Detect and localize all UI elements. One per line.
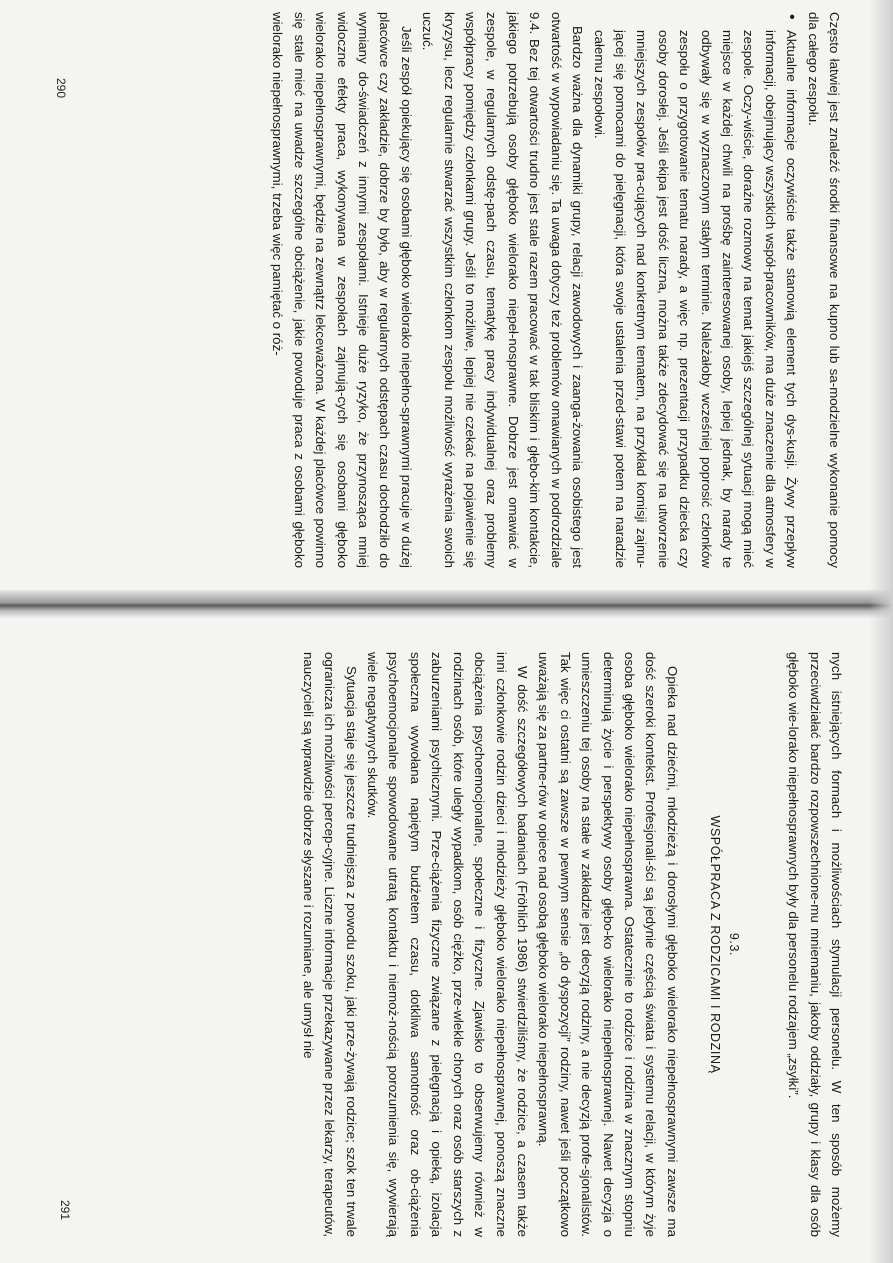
- section-title: WSPÓŁPRACA Z RODZICAMI I RODZINĄ: [707, 815, 722, 1074]
- book-gutter: [0, 590, 893, 618]
- page-number-291: 291: [58, 1200, 72, 1221]
- bullet-paragraph: • Aktualne informacje oczywiście także stanowią element tych dys-kusji. Żywy przepływ informacji, obejmujący wszystkich współ-pracowników, ma duże znaczenie dla atmosfery w zespole. Oczy-wiście, doraźne rozmowy na temat jakiejś szczególnej sytuacji mogą mieć miejsce w każdej chwili na prośbę zainteresowanej osoby, lepiej jednak, by narady te odbywały się w wyznaczonym stałym terminie. Należałoby wcześniej poprosić członków zespołu o przygotowanie tematu narady, a więc np. prezentacji przypadku dziecka czy osoby dorosłej. Jeśli ekipa jest dość liczna, można także zdecydować się na utworzenie mniejszych zespołów pra-cujących nad konkretnym tematem, na przykład komisji zajmu-jącej się pomocami do pielęgnacji, która swoje ustalenia przed-stawi potem na naradzie całemu zespołowi.: [591, 30, 800, 568]
- paragraph: Sytuacja staje się jeszcze trudniejsza z powodu szoku, jaki prze-żywają rodzice; szok ten trwale ogranicza ich możliwości percep-cyjne. Liczne informacje przekazywane przez lekarzy, terapeutów, nauczycieli są wprawdzie dobrze słyszane i rozumiane, ale umysł nie: [300, 652, 359, 1237]
- list-item: [588, 30, 802, 568]
- paragraph: W dość szczegółowych badaniach (Fröhlich 1986) stwierdziliśmy, że rodzice, a czasem także inni członkowie rodzin dzieci i młodzieży głęboko wielorako niepełnosprawnej, ponoszą znaczne obciążenia psychoemocjonalne, społeczne i fizyczne. Zjawisko to obserwujemy również w rodzinach osób, które uległy wypadkom, osób ciężko, prze-wlekle chorych oraz osób starszych z zaburzeniami psychicznymi. Prze-ciążenia fizyczne związane z pielęgnacją i opieką, izolacja społeczna wywołana napiętym budżetem czasu, dotkliwa samotność oraz ob-ciążenia psychoemocjonalne spowodowane utratą kontaktu i niemoż-nością porozumienia się, wywierają wiele negatywnych skutków.: [365, 652, 530, 1237]
- page-number-290: 290: [54, 78, 68, 99]
- page-290-text: [267, 12, 845, 568]
- paragraph: nych istniejących formach i możliwościach stymulacji personelu. W ten sposób możemy przeciwdziałać bardzo rozpowszechnione-mu mniemaniu, jakoby oddziały, grupy i klasy dla osób głęboko wie-lorako niepełnosprawnych były dla personelu rodzajem „zsyłki”.: [786, 652, 844, 1237]
- paragraph: Bardzo ważna dla dynamiki grupy, relacji zawodowych i zaanga-żowania osobistego jest otwartość w wypowiadaniu się. Ta uwaga dotyczy też problemów omawianych w podrozdziale 9.4. Bez tej otwartości trudno jest stale razem pracować w tak bliskim i głębo-kim kontakcie, jakiego potrzebują osoby głęboko wielorako niepeł-nosprawne. Dobrze jest omawiać w zespole, w regularnych odstę-pach czasu, tematykę pracy indywidualnej oraz problemy współpracy pomiędzy członkami grupy. Jeśli to możliwe, lepiej nie czekać na pojawienie się kryzysu, lecz regularnie stwarzać wszystkim członkom zespołu możliwość wyrażenia swoich uczuć.: [420, 12, 586, 568]
- page-edge-shadow: [869, 0, 893, 1263]
- paragraph: Opieka nad dziećmi, młodzieżą i dorosłymi głęboko wielorako niepełnosprawnymi zawsze ma dość szeroki kontekst. Profesjonali-ści są jedynie częścią świata i systemu relacji, w którym żyje osoba głęboko wielorako niepełnosprawna. Ostatecznie to rodzice i rodzina w znacznym stopniu determinują życie i perspektywy osoby głębo-ko wielorako niepełnosprawnej. Nawet decyzja o umieszczeniu tej osoby na stałe w zakładzie jest decyzją rodziny, a nie decyzją profe-sjonalistów. Tak więc ci ostatni są zawsze w pewnym sensie „do dyspozycji” rodziny, nawet jeśli początkowo uważają się za partne-rów w opiece nad osobą głęboko wielorako niepełnosprawną.: [536, 652, 680, 1237]
- bullet-list: [588, 12, 802, 568]
- section-number: 9.3.: [726, 932, 741, 957]
- paragraph: Często łatwiej jest znaleźć środki finansowe na kupno lub sa-modzielne wykonanie pomocy dla całego zespołu.: [805, 12, 842, 568]
- page-291-text: [297, 652, 847, 1237]
- section-heading: [705, 652, 743, 1237]
- paragraph: Jeśli zespół opiekujący się osobami głęboko wielorako niepełno-sprawnymi pracuje w dużej placówce czy zakładzie, dobrze by było, aby w regularnych odstępach czasu dochodziło do wymiany do-świadczeń z innymi zespołami. Istnieje duże ryzyko, że przynosząca mniej widoczne efekty praca, wykonywana w zespołach zajmują-cych się osobami głęboko wielorako niepełnosprawnymi, będzie na zewnątrz lekceważona. W każdej placówce powinno się stale mieć na uwadze szczególne obciążenie, jakie powoduje praca z osobami głęboko wielorako niepełnosprawnymi, trzeba więc pamiętać o róż-: [270, 12, 414, 568]
